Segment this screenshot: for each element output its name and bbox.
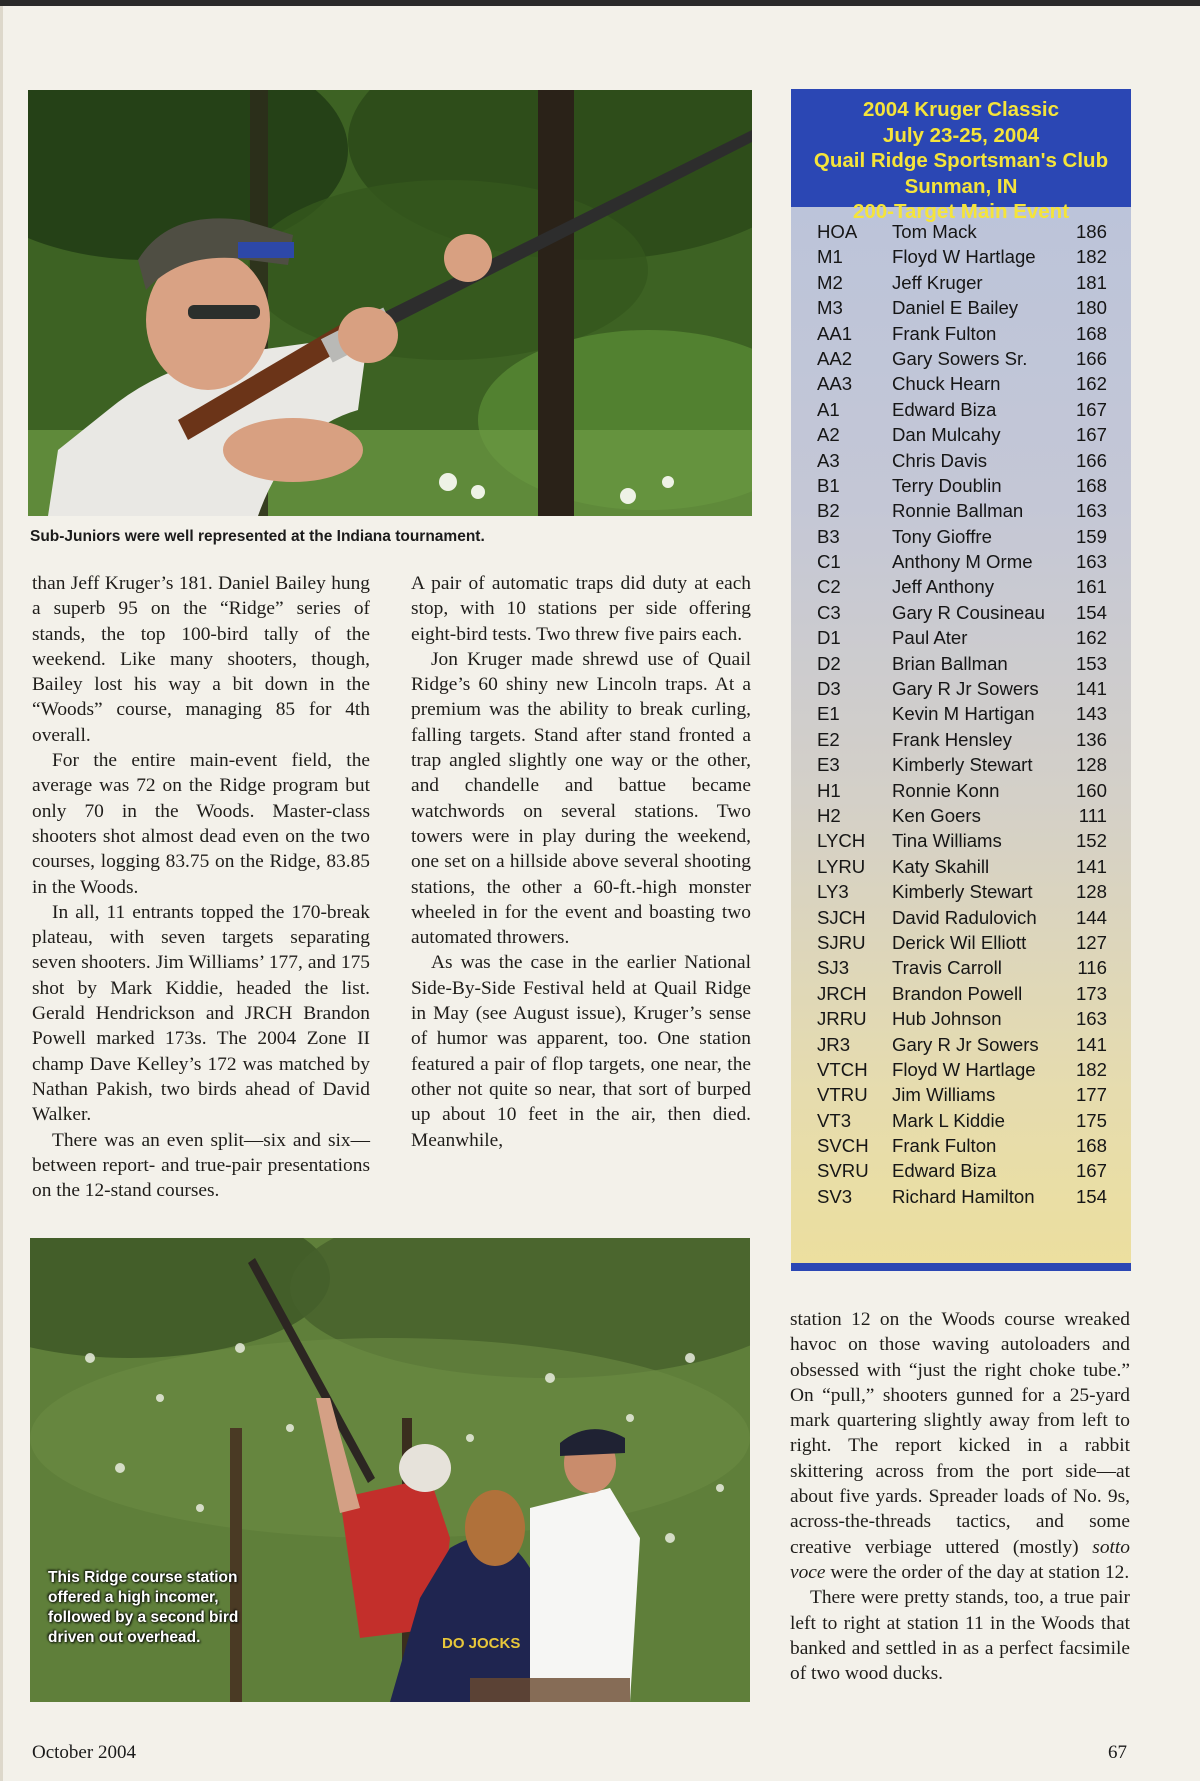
photo-caption: Sub-Juniors were well represented at the Indiana tournament. bbox=[30, 528, 485, 545]
title-line: 200-Target Main Event bbox=[852, 200, 1070, 223]
result-name: Tony Gioffre bbox=[892, 525, 992, 547]
article-paragraph bbox=[790, 1307, 1130, 1585]
result-row bbox=[791, 1034, 1131, 1059]
result-name: Mark L Kiddie bbox=[892, 1109, 1005, 1131]
photo-caption-overlay: This Ridge course station offered a high incomer, followed by a second bird driven out overhead. bbox=[48, 1569, 239, 1646]
result-class: A3 bbox=[817, 449, 840, 471]
result-score: 152 bbox=[1075, 830, 1107, 852]
result-class: JR3 bbox=[817, 1033, 851, 1055]
result-score: 153 bbox=[1075, 652, 1107, 674]
result-row bbox=[791, 881, 1131, 906]
result-score: 177 bbox=[1075, 1084, 1107, 1106]
result-score: 166 bbox=[1075, 347, 1107, 369]
result-row bbox=[791, 323, 1131, 348]
issue-date: October 2004 bbox=[32, 1742, 136, 1763]
result-class: M1 bbox=[817, 246, 843, 268]
result-row bbox=[791, 373, 1131, 398]
result-row bbox=[791, 1110, 1131, 1135]
result-class: A1 bbox=[817, 398, 840, 420]
result-row bbox=[791, 221, 1131, 246]
article-column-1 bbox=[32, 571, 370, 1203]
result-score: 162 bbox=[1075, 373, 1107, 395]
result-row bbox=[791, 830, 1131, 855]
result-name: Floyd W Hartlage bbox=[892, 246, 1036, 268]
result-name: Edward Biza bbox=[892, 1160, 997, 1182]
result-name: Dan Mulcahy bbox=[892, 424, 1001, 446]
result-score: 161 bbox=[1075, 576, 1107, 598]
result-class: B2 bbox=[817, 500, 840, 522]
result-name: Brian Ballman bbox=[892, 652, 1008, 674]
result-score: 173 bbox=[1075, 982, 1107, 1004]
result-class: JRRU bbox=[817, 1008, 867, 1030]
result-row bbox=[791, 780, 1131, 805]
result-score: 128 bbox=[1075, 881, 1107, 903]
result-class: C2 bbox=[817, 576, 841, 598]
result-name: Gary R Jr Sowers bbox=[892, 678, 1039, 700]
article-column-2 bbox=[411, 571, 751, 1153]
article-paragraph: As was the case in the earlier National Side-By-Side Festival held at Quail Ridge in May (see August issue), Kruger’s sense of humor was apparent, too. One station featured a pair of flop targets, one near, the other not quite so near, that sort of burped up about 10 feet in the air, then died. Meanwhile, bbox=[411, 952, 751, 1151]
result-score: 175 bbox=[1075, 1109, 1107, 1131]
page-number: 67 bbox=[1108, 1742, 1127, 1763]
result-row bbox=[791, 272, 1131, 297]
result-row bbox=[791, 297, 1131, 322]
result-score: 144 bbox=[1075, 906, 1107, 928]
result-row bbox=[791, 1008, 1131, 1033]
result-score: 180 bbox=[1075, 297, 1107, 319]
result-name: David Radulovich bbox=[892, 906, 1037, 928]
result-score: 168 bbox=[1075, 322, 1107, 344]
result-class: LY3 bbox=[817, 881, 849, 903]
result-class: AA1 bbox=[817, 322, 853, 344]
result-class: E2 bbox=[817, 728, 840, 750]
result-name: Chuck Hearn bbox=[892, 373, 1001, 395]
result-row bbox=[791, 551, 1131, 576]
result-row bbox=[791, 932, 1131, 957]
result-class: SV3 bbox=[817, 1185, 853, 1207]
result-name: Jim Williams bbox=[892, 1084, 996, 1106]
result-class: C1 bbox=[817, 551, 841, 573]
result-row bbox=[791, 729, 1131, 754]
photo-sub-junior-shooter-illustration bbox=[28, 90, 752, 516]
title-line: July 23-25, 2004 bbox=[882, 123, 1040, 147]
result-class: AA2 bbox=[817, 347, 853, 369]
result-class: B1 bbox=[817, 474, 840, 496]
title-line: 2004 Kruger Classic bbox=[862, 98, 1059, 121]
result-name: Gary Sowers Sr. bbox=[892, 347, 1028, 369]
result-class: VTRU bbox=[817, 1084, 868, 1106]
result-score: 167 bbox=[1075, 424, 1107, 446]
result-row bbox=[791, 957, 1131, 982]
result-row bbox=[791, 399, 1131, 424]
result-row bbox=[791, 1084, 1131, 1109]
title-line: Sunman, IN bbox=[904, 174, 1018, 198]
result-score: 167 bbox=[1075, 398, 1107, 420]
text-run: station 12 on the Woods course wreaked havoc on those waving autoloaders and obsessed with “just the right choke tube.” On “pull,” shooters gunned for a 25-yard mark quartering slightly away from left to right. The report kicked in a rabbit skittering across from the port side—at about five yards. Spreader loads of No. 9s, across-the-threads tactics, and some creative verbiage uttered (mostly) bbox=[790, 1309, 1130, 1558]
result-name: Jeff Anthony bbox=[892, 576, 995, 598]
results-sidebar-title bbox=[791, 89, 1131, 223]
result-score: 163 bbox=[1075, 1008, 1107, 1030]
result-name: Frank Fulton bbox=[892, 322, 997, 344]
result-class: D2 bbox=[817, 652, 841, 674]
result-class: E3 bbox=[817, 754, 840, 776]
result-class: VTCH bbox=[817, 1058, 868, 1080]
result-class: E1 bbox=[817, 703, 840, 725]
shirt-lettering: DO JOCKS bbox=[442, 1635, 521, 1652]
result-score: 128 bbox=[1075, 754, 1107, 776]
result-name: Frank Fulton bbox=[892, 1135, 997, 1157]
result-row bbox=[791, 907, 1131, 932]
sidebar-bottom-bar bbox=[791, 1263, 1131, 1271]
result-name: Ronnie Konn bbox=[892, 779, 1000, 801]
result-score: 141 bbox=[1075, 1033, 1107, 1055]
result-score: 181 bbox=[1075, 271, 1107, 293]
result-row bbox=[791, 1059, 1131, 1084]
result-class: M3 bbox=[817, 297, 843, 319]
result-name: Katy Skahill bbox=[892, 855, 990, 877]
result-score: 141 bbox=[1075, 678, 1107, 700]
result-name: Tom Mack bbox=[892, 221, 977, 242]
result-row bbox=[791, 246, 1131, 271]
result-score: 116 bbox=[1077, 957, 1107, 979]
result-score: 167 bbox=[1075, 1160, 1107, 1182]
result-score: 166 bbox=[1075, 449, 1107, 471]
result-class: H2 bbox=[817, 804, 841, 826]
result-row bbox=[791, 1135, 1131, 1160]
result-score: 154 bbox=[1075, 601, 1107, 623]
result-row bbox=[791, 602, 1131, 627]
result-row bbox=[791, 1160, 1131, 1185]
result-name: Derick Wil Elliott bbox=[892, 931, 1027, 953]
photo-sub-junior-shooter bbox=[28, 90, 752, 516]
page-binding-edge bbox=[0, 0, 3, 1781]
result-name: Richard Hamilton bbox=[892, 1185, 1035, 1207]
result-class: M2 bbox=[817, 271, 843, 293]
article-paragraph: There were pretty stands, too, a true pair left to right at station 11 in the Woods that banked and settled in as a perfect facsimile of two wood ducks. bbox=[790, 1587, 1130, 1685]
result-row bbox=[791, 424, 1131, 449]
result-class: H1 bbox=[817, 779, 841, 801]
result-score: 154 bbox=[1075, 1185, 1107, 1207]
text-run: were the order of the day at station 12. bbox=[825, 1561, 1130, 1583]
result-class: JRCH bbox=[817, 982, 867, 1004]
result-name: Paul Ater bbox=[892, 627, 968, 649]
result-class: VT3 bbox=[817, 1109, 852, 1131]
result-row bbox=[791, 1186, 1131, 1211]
results-list bbox=[791, 207, 1131, 1211]
article-paragraph: For the entire main-event field, the average was 72 on the Ridge program but only 70 in the Woods. Master-class shooters shot almost dead even on the two courses, logging 83.75 on the Ridge, 83.85 in the Woods. bbox=[32, 750, 370, 898]
result-class: SVCH bbox=[817, 1135, 869, 1157]
result-class: AA3 bbox=[817, 373, 853, 395]
result-class: SVRU bbox=[817, 1160, 869, 1182]
result-score: 182 bbox=[1075, 1058, 1107, 1080]
top-rule bbox=[0, 0, 1200, 6]
result-class: A2 bbox=[817, 424, 840, 446]
result-name: Frank Hensley bbox=[892, 728, 1012, 750]
result-name: Ronnie Ballman bbox=[892, 500, 1024, 522]
result-row bbox=[791, 475, 1131, 500]
result-class: HOA bbox=[817, 221, 858, 242]
result-name: Kimberly Stewart bbox=[892, 881, 1033, 903]
results-sidebar bbox=[791, 89, 1131, 1271]
result-name: Anthony M Orme bbox=[892, 551, 1033, 573]
result-row bbox=[791, 703, 1131, 728]
result-score: 163 bbox=[1075, 551, 1107, 573]
article-paragraph: There was an even split—six and six—between report- and true-pair presentations on the 12-stand courses. bbox=[32, 1129, 370, 1202]
result-name: Kevin M Hartigan bbox=[892, 703, 1035, 725]
result-row bbox=[791, 856, 1131, 881]
result-score: 168 bbox=[1075, 474, 1107, 496]
result-class: D3 bbox=[817, 678, 841, 700]
result-score: 136 bbox=[1075, 728, 1107, 750]
result-class: SJRU bbox=[817, 931, 866, 953]
result-row bbox=[791, 576, 1131, 601]
result-score: 186 bbox=[1075, 221, 1107, 242]
italic-phrase: sotto voce bbox=[790, 1536, 1130, 1583]
result-name: Hub Johnson bbox=[892, 1008, 1002, 1030]
result-row bbox=[791, 678, 1131, 703]
result-class: B3 bbox=[817, 525, 840, 547]
title-line: Quail Ridge Sportsman's Club bbox=[813, 149, 1109, 172]
result-class: D1 bbox=[817, 627, 841, 649]
result-class: C3 bbox=[817, 601, 841, 623]
result-name: Kimberly Stewart bbox=[892, 754, 1033, 776]
result-row bbox=[791, 653, 1131, 678]
result-score: 159 bbox=[1075, 525, 1107, 547]
result-name: Tina Williams bbox=[892, 830, 1002, 852]
result-score: 160 bbox=[1075, 779, 1107, 801]
result-score: 111 bbox=[1078, 804, 1107, 826]
result-class: LYCH bbox=[817, 830, 866, 852]
result-name: Floyd W Hartlage bbox=[892, 1058, 1036, 1080]
result-row bbox=[791, 754, 1131, 779]
result-name: Edward Biza bbox=[892, 398, 997, 420]
result-row bbox=[791, 983, 1131, 1008]
result-score: 168 bbox=[1075, 1135, 1107, 1157]
result-row bbox=[791, 348, 1131, 373]
result-row bbox=[791, 500, 1131, 525]
result-name: Gary R Jr Sowers bbox=[892, 1033, 1039, 1055]
result-name: Terry Doublin bbox=[892, 474, 1002, 496]
article-paragraph: than Jeff Kruger’s 181. Daniel Bailey hung a superb 95 on the “Ridge” series of stands, the top 100-bird tally of the weekend. Like many shooters, though, Bailey lost his way a bit down in the “Woods” course, managing 85 for 4th overall. bbox=[32, 573, 370, 746]
result-class: SJ3 bbox=[817, 957, 850, 979]
result-score: 127 bbox=[1075, 931, 1107, 953]
result-name: Jeff Kruger bbox=[892, 271, 983, 293]
result-row bbox=[791, 526, 1131, 551]
article-paragraph: Jon Kruger made shrewd use of Quail Ridge’s 60 shiny new Lincoln traps. At a premium was the ability to break curling, falling targets. Stand after stand fronted a trap angled slightly one way or the other, and chandelle and battue became watchwords on several stations. Two towers were in play during the weekend, one set on a hillside above several shooting stations, the other a 60-ft.-high monster wheeled in for the event and boasting two automated throwers. bbox=[411, 648, 751, 949]
result-name: Travis Carroll bbox=[892, 957, 1002, 979]
result-name: Gary R Cousineau bbox=[892, 601, 1045, 623]
result-score: 163 bbox=[1075, 500, 1107, 522]
result-class: SJCH bbox=[817, 906, 866, 928]
article-paragraph: In all, 11 entrants topped the 170-break plateau, with seven targets separating seven shooters. Jim Williams’ 177, and 175 shot by Mark Kiddie, headed the list. Gerald Hendrickson and JRCH Brandon Powell marked 173s. The 2004 Zone II champ Dave Kelley’s 172 was matched by Nathan Pakish, two birds ahead of David Walker. bbox=[32, 901, 370, 1126]
result-score: 141 bbox=[1075, 855, 1107, 877]
article-paragraph: A pair of automatic traps did duty at each stop, with 10 stations per side offering eight-bird tests. Two threw five pairs each. bbox=[411, 573, 751, 645]
result-name: Brandon Powell bbox=[892, 982, 1023, 1004]
result-name: Chris Davis bbox=[892, 449, 988, 471]
result-row bbox=[791, 627, 1131, 652]
result-class: LYRU bbox=[817, 855, 866, 877]
result-name: Ken Goers bbox=[892, 804, 981, 826]
article-column-3 bbox=[790, 1307, 1130, 1686]
result-name: Daniel E Bailey bbox=[892, 297, 1019, 319]
result-score: 162 bbox=[1075, 627, 1107, 649]
result-row bbox=[791, 805, 1131, 830]
result-score: 143 bbox=[1075, 703, 1107, 725]
result-row bbox=[791, 450, 1131, 475]
result-score: 182 bbox=[1075, 246, 1107, 268]
